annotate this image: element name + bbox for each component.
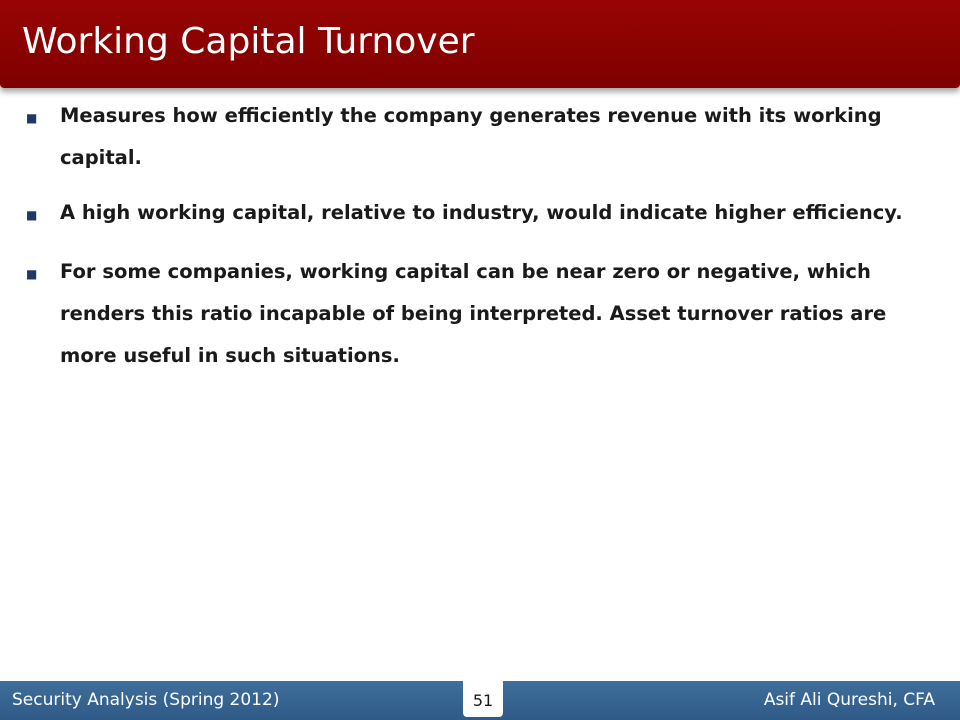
square-bullet-icon: ■ [26,111,38,125]
bullet-text: A high working capital, relative to industry, would indicate higher efficiency. [60,201,903,224]
slide-title: Working Capital Turnover [22,21,475,62]
page-number: 51 [463,681,503,717]
bullet-text: For some companies, working capital can be near zero or negative, which renders this ratio incapable of being interpreted. Asset turnover ratios are more useful in such situations. [60,260,887,367]
footer-author: Asif Ali Qureshi, CFA [763,690,935,710]
bullet-item [26,95,936,179]
bullet-item [26,251,936,377]
square-bullet-icon: ■ [26,267,38,281]
title-bar [0,0,960,88]
footer-course-title: Security Analysis (Spring 2012) [12,690,280,710]
bullet-item [26,192,936,238]
bullet-list [26,95,936,390]
square-bullet-icon: ■ [26,208,38,222]
bullet-text: Measures how efficiently the company generates revenue with its working capital. [60,104,882,169]
